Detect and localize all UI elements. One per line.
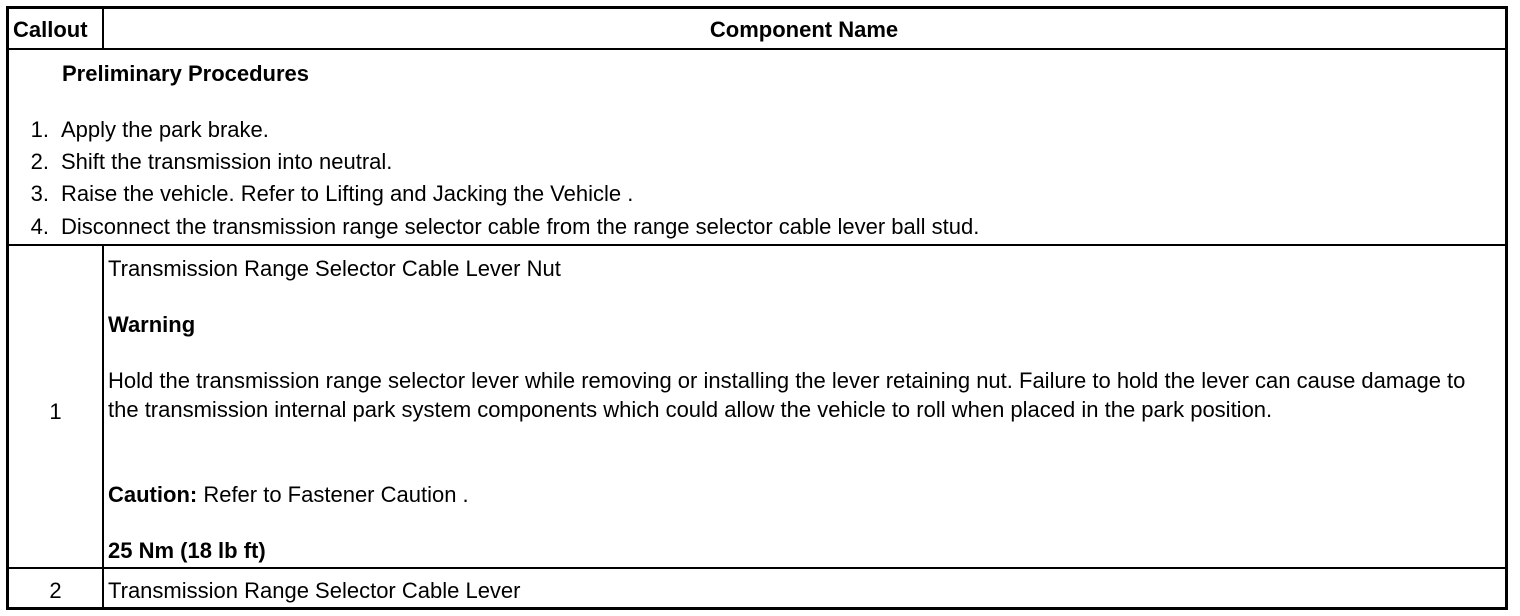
warning-label: Warning bbox=[108, 312, 196, 337]
caution-text: Refer to Fastener Caution . bbox=[197, 482, 469, 507]
step-number: 2. bbox=[30, 149, 49, 174]
warning-text: Hold the transmission range selector lever while removing or installing the lever retaining nut. Failure to hold the lever can cause damage to the transmission internal park system components which could allow the vehicle to roll when placed in the park position. bbox=[108, 368, 1466, 422]
callout-column-header: Callout bbox=[13, 17, 88, 42]
caution-label: Caution: bbox=[108, 482, 198, 507]
torque-spec: 25 Nm (18 lb ft) bbox=[108, 538, 266, 563]
step-number: 1. bbox=[30, 117, 49, 142]
component-name: Transmission Range Selector Cable Lever Nut bbox=[108, 256, 561, 281]
list-item bbox=[19, 179, 633, 208]
component-name: Transmission Range Selector Cable Lever bbox=[108, 578, 521, 603]
component-name-column-header: Component Name bbox=[709, 17, 899, 42]
step-text: Apply the park brake. bbox=[61, 117, 269, 142]
step-text: Disconnect the transmission range selector cable from the range selector cable lever ball stud. bbox=[61, 214, 980, 239]
step-number: 3. bbox=[30, 181, 49, 206]
caution-note bbox=[108, 480, 469, 509]
row-divider bbox=[9, 567, 1505, 569]
row-column-divider bbox=[102, 244, 104, 607]
preliminary-title: Preliminary Procedures bbox=[62, 61, 310, 86]
preliminary-divider bbox=[9, 244, 1505, 246]
step-text: Raise the vehicle. Refer to Lifting and Jacking the Vehicle . bbox=[61, 181, 634, 206]
step-text: Shift the transmission into neutral. bbox=[61, 149, 393, 174]
callout-number: 1 bbox=[49, 399, 62, 424]
component-table bbox=[6, 6, 1508, 610]
list-item bbox=[19, 212, 979, 241]
callout-number: 2 bbox=[49, 578, 62, 603]
step-number: 4. bbox=[30, 214, 49, 239]
header-divider bbox=[9, 48, 1505, 50]
list-item bbox=[19, 147, 392, 176]
list-item bbox=[19, 115, 269, 144]
